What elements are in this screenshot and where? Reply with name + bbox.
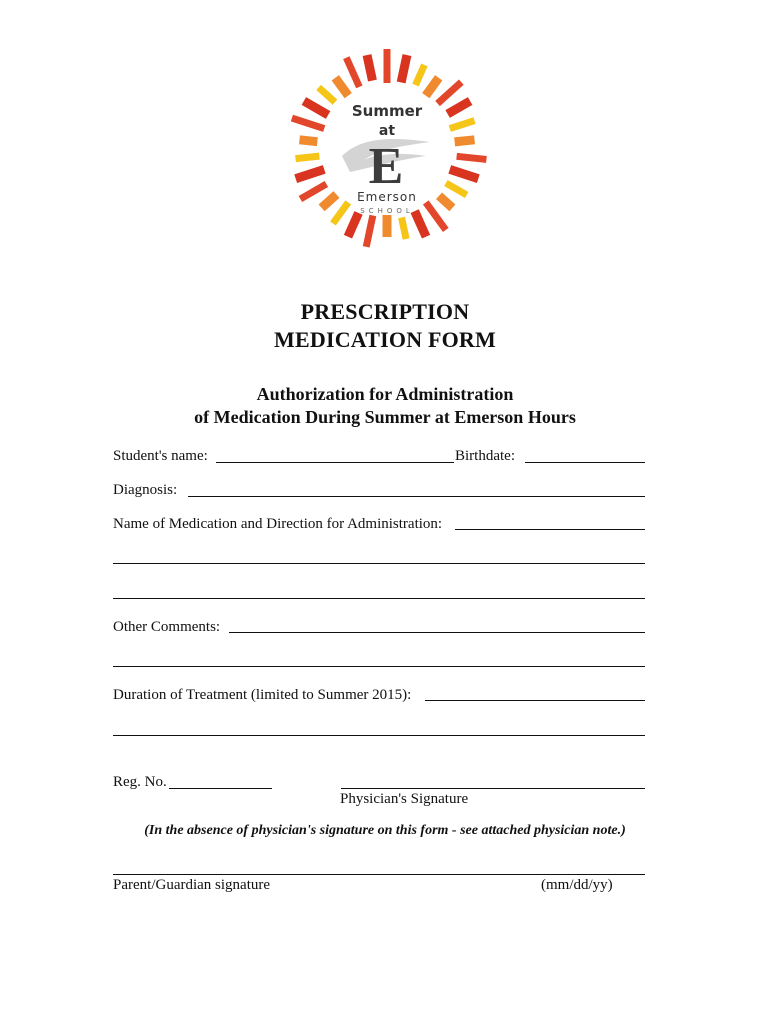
logo-ray (383, 215, 392, 237)
parent-signature-label: Parent/Guardian signature (113, 877, 271, 893)
logo-ray (444, 180, 468, 198)
logo-ray (344, 211, 363, 238)
logo-letter-e: E (368, 138, 404, 195)
summer-at-emerson-logo (280, 38, 494, 260)
logo-ray (456, 153, 487, 163)
logo-ray (448, 165, 479, 183)
date-format-label: (mm/dd/yy) (541, 877, 613, 893)
birthdate-field[interactable] (525, 462, 645, 463)
other-comments-label: Other Comments: (113, 619, 221, 635)
other-comments-field[interactable] (229, 632, 645, 633)
logo-ray (343, 56, 362, 88)
logo-ray (397, 54, 412, 83)
logo-ray (295, 153, 320, 162)
logo-ray (316, 85, 337, 105)
logo-ray (332, 75, 352, 98)
logo-ray (449, 117, 476, 132)
logo-ray (299, 181, 328, 202)
logo-ray (299, 135, 318, 146)
form-title-line2: MEDICATION FORM (274, 327, 496, 352)
logo-ray (363, 54, 377, 81)
diagnosis-field[interactable] (188, 496, 645, 497)
logo-ray (454, 135, 475, 146)
diagnosis-label: Diagnosis: (113, 482, 178, 498)
medication-field-line3[interactable] (113, 598, 645, 599)
logo-ray (319, 191, 340, 211)
logo-ray (291, 115, 325, 132)
form-title-line1: PRESCRIPTION (300, 299, 470, 324)
physician-signature-field[interactable] (341, 788, 645, 789)
birthdate-label: Birthdate: (455, 448, 515, 464)
duration-label: Duration of Treatment (limited to Summer 2015): (113, 687, 412, 703)
logo-ray (330, 200, 351, 225)
logo-ray (384, 49, 391, 83)
parent-signature-field[interactable] (113, 874, 645, 875)
logo-text-at: at (378, 123, 396, 139)
logo-text-school: SCHOOL (360, 207, 414, 215)
logo-ray (422, 75, 442, 98)
form-subtitle-line1: Authorization for Administration (256, 384, 514, 404)
other-comments-field-line2[interactable] (113, 666, 645, 667)
medication-label: Name of Medication and Direction for Administration: (113, 516, 443, 532)
physician-signature-label: Physician's Signature (340, 791, 469, 807)
student-name-label: Student's name: (113, 448, 208, 464)
logo-text-emerson: Emerson (357, 190, 417, 204)
logo-ray (436, 192, 455, 211)
form-subtitle-line2: of Medication During Summer at Emerson Hours (194, 407, 576, 427)
logo-ray (445, 97, 472, 118)
student-name-field[interactable] (216, 462, 454, 463)
logo-ray (398, 217, 409, 240)
reg-no-field[interactable] (169, 788, 272, 789)
duration-field-line2[interactable] (113, 735, 645, 736)
reg-no-label: Reg. No. (113, 774, 167, 790)
logo-text-summer: Summer (351, 102, 423, 120)
logo-ray (294, 165, 325, 183)
physician-note: (In the absence of physician's signature on this form - see attached physician note.) (144, 823, 626, 838)
logo-ray (363, 215, 377, 248)
medication-field-line2[interactable] (113, 563, 645, 564)
medication-field[interactable] (455, 529, 645, 530)
duration-field[interactable] (425, 700, 645, 701)
logo-ray (412, 64, 427, 87)
logo-ray (302, 97, 331, 119)
